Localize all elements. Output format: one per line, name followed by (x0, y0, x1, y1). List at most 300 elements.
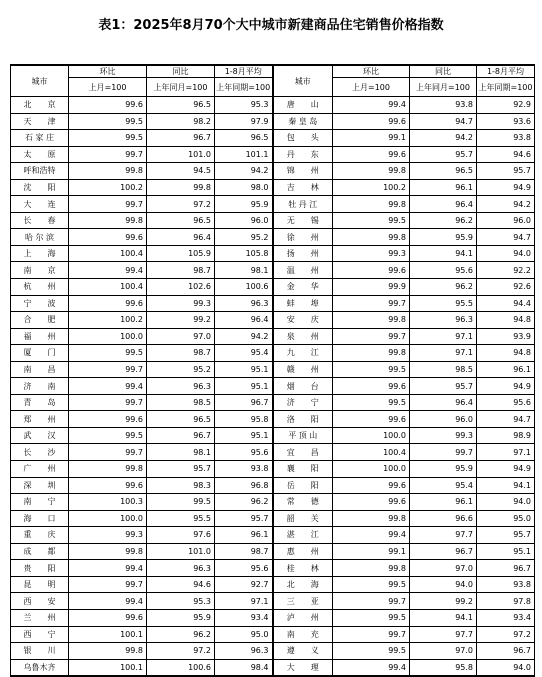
mom-value: 99.5 (333, 212, 410, 229)
avg-value: 94.1 (477, 477, 535, 494)
mom-value: 99.9 (333, 279, 410, 296)
table-row (11, 510, 535, 527)
mom-value: 100.2 (69, 312, 147, 329)
avg-value: 95.2 (215, 229, 273, 246)
table-row (11, 643, 535, 660)
avg-value: 95.7 (477, 527, 535, 544)
avg-value: 94.2 (215, 328, 273, 345)
city-cell: 唐 山 (273, 97, 333, 114)
yoy-value: 97.2 (147, 196, 215, 213)
yoy-value: 98.5 (147, 394, 215, 411)
mom-value: 100.4 (69, 279, 147, 296)
table-row (11, 130, 535, 147)
city-cell: 扬 州 (273, 245, 333, 262)
mom-value: 99.6 (333, 411, 410, 428)
subheader-mom-right: 上月=100 (333, 78, 410, 97)
avg-value: 95.8 (215, 411, 273, 428)
mom-value: 100.4 (69, 245, 147, 262)
mom-value: 99.7 (69, 361, 147, 378)
avg-value: 95.1 (215, 361, 273, 378)
subheader-avg-right: 上年同期=100 (477, 78, 535, 97)
subheader-yoy-left: 上年同月=100 (147, 78, 215, 97)
yoy-value: 93.8 (410, 97, 477, 114)
avg-value: 95.7 (215, 510, 273, 527)
mom-value: 99.4 (333, 659, 410, 676)
city-cell: 长 沙 (11, 444, 69, 461)
mom-value: 99.7 (69, 146, 147, 163)
mom-value: 99.4 (333, 97, 410, 114)
table-row (11, 113, 535, 130)
city-cell: 上 海 (11, 245, 69, 262)
mom-value: 99.5 (333, 643, 410, 660)
yoy-value: 98.3 (147, 477, 215, 494)
avg-value: 95.9 (215, 196, 273, 213)
city-cell: 呼和浩特 (11, 163, 69, 180)
yoy-value: 96.3 (410, 312, 477, 329)
city-cell: 无 锡 (273, 212, 333, 229)
city-cell: 烟 台 (273, 378, 333, 395)
yoy-value: 95.7 (147, 461, 215, 478)
mom-value: 99.5 (333, 576, 410, 593)
city-cell: 三 亚 (273, 593, 333, 610)
header-mom-left: 环比 (69, 65, 147, 78)
mom-value: 99.8 (69, 543, 147, 560)
header-avg-left: 1-8月平均 (215, 65, 273, 78)
avg-value: 94.2 (215, 163, 273, 180)
mom-value: 99.6 (333, 113, 410, 130)
table-row (11, 593, 535, 610)
avg-value: 95.6 (215, 444, 273, 461)
city-cell: 乌鲁木齐 (11, 659, 69, 676)
table-row (11, 494, 535, 511)
yoy-value: 99.8 (147, 179, 215, 196)
city-cell: 常 德 (273, 494, 333, 511)
city-cell: 大 连 (11, 196, 69, 213)
mom-value: 99.6 (69, 609, 147, 626)
avg-value: 94.6 (477, 146, 535, 163)
city-cell: 桂 林 (273, 560, 333, 577)
mom-value: 99.8 (333, 229, 410, 246)
mom-value: 100.1 (69, 626, 147, 643)
city-cell: 长 春 (11, 212, 69, 229)
avg-value: 94.4 (477, 295, 535, 312)
city-cell: 锦 州 (273, 163, 333, 180)
table-row (11, 560, 535, 577)
yoy-value: 98.1 (147, 444, 215, 461)
city-cell: 贵 阳 (11, 560, 69, 577)
mom-value: 99.7 (69, 394, 147, 411)
subheader-yoy-right: 上年同月=100 (410, 78, 477, 97)
city-cell: 南 宁 (11, 494, 69, 511)
city-cell: 兰 州 (11, 609, 69, 626)
yoy-value: 94.7 (410, 113, 477, 130)
city-cell: 深 圳 (11, 477, 69, 494)
yoy-value: 96.2 (410, 279, 477, 296)
avg-value: 98.7 (215, 543, 273, 560)
yoy-value: 94.5 (147, 163, 215, 180)
city-cell: 惠 州 (273, 543, 333, 560)
yoy-value: 101.0 (147, 543, 215, 560)
city-cell: 武 汉 (11, 427, 69, 444)
yoy-value: 96.7 (147, 130, 215, 147)
yoy-value: 96.4 (410, 394, 477, 411)
city-cell: 沈 阳 (11, 179, 69, 196)
avg-value: 98.1 (215, 262, 273, 279)
mom-value: 99.5 (69, 113, 147, 130)
mom-value: 99.4 (69, 262, 147, 279)
mom-value: 100.3 (69, 494, 147, 511)
city-cell: 九 江 (273, 345, 333, 362)
city-cell: 济 南 (11, 378, 69, 395)
mom-value: 100.4 (333, 444, 410, 461)
yoy-value: 98.2 (147, 113, 215, 130)
avg-value: 94.0 (477, 245, 535, 262)
table-row (11, 179, 535, 196)
city-cell: 韶 关 (273, 510, 333, 527)
mom-value: 99.6 (333, 146, 410, 163)
avg-value: 97.1 (215, 593, 273, 610)
avg-value: 93.4 (215, 609, 273, 626)
city-cell: 海 口 (11, 510, 69, 527)
table-row (11, 427, 535, 444)
yoy-value: 99.2 (410, 593, 477, 610)
city-cell: 济 宁 (273, 394, 333, 411)
yoy-value: 98.5 (410, 361, 477, 378)
avg-value: 96.7 (477, 560, 535, 577)
avg-value: 92.6 (477, 279, 535, 296)
city-cell: 蚌 埠 (273, 295, 333, 312)
city-cell: 成 都 (11, 543, 69, 560)
avg-value: 96.2 (215, 494, 273, 511)
table-row (11, 312, 535, 329)
mom-value: 100.1 (69, 659, 147, 676)
yoy-value: 95.8 (410, 659, 477, 676)
yoy-value: 101.0 (147, 146, 215, 163)
mom-value: 99.7 (333, 328, 410, 345)
avg-value: 93.8 (477, 130, 535, 147)
city-cell: 石 家 庄 (11, 130, 69, 147)
yoy-value: 96.7 (147, 427, 215, 444)
city-cell: 重 庆 (11, 527, 69, 544)
yoy-value: 95.2 (147, 361, 215, 378)
yoy-value: 95.9 (147, 609, 215, 626)
city-cell: 包 头 (273, 130, 333, 147)
mom-value: 99.8 (333, 345, 410, 362)
city-cell: 西 安 (11, 593, 69, 610)
mom-value: 99.8 (333, 163, 410, 180)
mom-value: 99.7 (333, 593, 410, 610)
yoy-value: 94.1 (410, 245, 477, 262)
yoy-value: 96.3 (147, 560, 215, 577)
avg-value: 95.6 (477, 394, 535, 411)
yoy-value: 95.7 (410, 378, 477, 395)
yoy-value: 99.3 (147, 295, 215, 312)
yoy-value: 98.7 (147, 262, 215, 279)
yoy-value: 95.5 (410, 295, 477, 312)
table-row (11, 295, 535, 312)
city-cell: 徐 州 (273, 229, 333, 246)
avg-value: 97.9 (215, 113, 273, 130)
avg-value: 95.1 (215, 378, 273, 395)
mom-value: 99.5 (333, 394, 410, 411)
table-row (11, 527, 535, 544)
avg-value: 96.0 (215, 212, 273, 229)
yoy-value: 96.6 (410, 510, 477, 527)
avg-value: 96.4 (215, 312, 273, 329)
header-yoy-right: 同比 (410, 65, 477, 78)
yoy-value: 100.6 (147, 659, 215, 676)
mom-value: 99.8 (333, 196, 410, 213)
city-cell: 银 川 (11, 643, 69, 660)
city-cell: 秦 皇 岛 (273, 113, 333, 130)
yoy-value: 96.7 (410, 543, 477, 560)
yoy-value: 94.1 (410, 609, 477, 626)
yoy-value: 98.7 (147, 345, 215, 362)
city-cell: 泸 州 (273, 609, 333, 626)
table-row (11, 609, 535, 626)
subheader-avg-left: 上年同期=100 (215, 78, 273, 97)
yoy-value: 94.6 (147, 576, 215, 593)
yoy-value: 95.9 (410, 229, 477, 246)
city-cell: 安 庆 (273, 312, 333, 329)
header-avg-right: 1-8月平均 (477, 65, 535, 78)
table-body (11, 97, 535, 677)
city-cell: 广 州 (11, 461, 69, 478)
yoy-value: 99.2 (147, 312, 215, 329)
avg-value: 94.0 (477, 494, 535, 511)
avg-value: 92.7 (215, 576, 273, 593)
city-cell: 宜 昌 (273, 444, 333, 461)
avg-value: 94.7 (477, 229, 535, 246)
mom-value: 99.8 (69, 212, 147, 229)
mom-value: 99.4 (69, 560, 147, 577)
yoy-value: 96.4 (147, 229, 215, 246)
avg-value: 94.9 (477, 461, 535, 478)
yoy-value: 105.9 (147, 245, 215, 262)
yoy-value: 95.5 (147, 510, 215, 527)
avg-value: 94.8 (477, 345, 535, 362)
yoy-value: 97.7 (410, 527, 477, 544)
yoy-value: 95.9 (410, 461, 477, 478)
table-row (11, 345, 535, 362)
city-cell: 西 宁 (11, 626, 69, 643)
header-city-left: 城市 (11, 65, 69, 97)
city-cell: 泉 州 (273, 328, 333, 345)
city-cell: 北 海 (273, 576, 333, 593)
yoy-value: 97.6 (147, 527, 215, 544)
mom-value: 99.4 (333, 527, 410, 544)
yoy-value: 94.0 (410, 576, 477, 593)
yoy-value: 95.6 (410, 262, 477, 279)
avg-value: 92.2 (477, 262, 535, 279)
yoy-value: 96.5 (147, 411, 215, 428)
city-cell: 南 京 (11, 262, 69, 279)
table-row (11, 196, 535, 213)
table-row (11, 576, 535, 593)
table-row (11, 146, 535, 163)
mom-value: 99.3 (333, 245, 410, 262)
city-cell: 郑 州 (11, 411, 69, 428)
avg-value: 97.1 (477, 444, 535, 461)
yoy-value: 96.4 (410, 196, 477, 213)
mom-value: 99.5 (69, 130, 147, 147)
table-row (11, 659, 535, 676)
city-cell: 合 肥 (11, 312, 69, 329)
city-cell: 福 州 (11, 328, 69, 345)
yoy-value: 95.3 (147, 593, 215, 610)
subheader-mom-left: 上月=100 (69, 78, 147, 97)
yoy-value: 96.2 (147, 626, 215, 643)
mom-value: 99.7 (333, 626, 410, 643)
table-row (11, 461, 535, 478)
city-cell: 温 州 (273, 262, 333, 279)
city-cell: 南 充 (273, 626, 333, 643)
table-row (11, 394, 535, 411)
yoy-value: 96.3 (147, 378, 215, 395)
yoy-value: 97.0 (410, 560, 477, 577)
city-cell: 青 岛 (11, 394, 69, 411)
mom-value: 99.4 (69, 378, 147, 395)
avg-value: 95.4 (215, 345, 273, 362)
mom-value: 99.8 (69, 643, 147, 660)
city-cell: 丹 东 (273, 146, 333, 163)
mom-value: 100.0 (333, 461, 410, 478)
table-row (11, 444, 535, 461)
mom-value: 99.7 (69, 196, 147, 213)
yoy-value: 96.5 (147, 97, 215, 114)
yoy-value: 97.7 (410, 626, 477, 643)
avg-value: 93.9 (477, 328, 535, 345)
table-row (11, 163, 535, 180)
city-cell: 杭 州 (11, 279, 69, 296)
avg-value: 96.3 (215, 295, 273, 312)
yoy-value: 96.5 (410, 163, 477, 180)
city-cell: 平 顶 山 (273, 427, 333, 444)
mom-value: 99.1 (333, 130, 410, 147)
yoy-value: 97.1 (410, 345, 477, 362)
yoy-value: 97.0 (410, 643, 477, 660)
city-cell: 襄 阳 (273, 461, 333, 478)
avg-value: 101.1 (215, 146, 273, 163)
table-row (11, 97, 535, 114)
mom-value: 99.7 (69, 444, 147, 461)
city-cell: 牡 丹 江 (273, 196, 333, 213)
yoy-value: 96.2 (410, 212, 477, 229)
avg-value: 96.7 (215, 394, 273, 411)
mom-value: 99.8 (333, 510, 410, 527)
city-cell: 昆 明 (11, 576, 69, 593)
avg-value: 94.2 (477, 196, 535, 213)
header-mom-right: 环比 (333, 65, 410, 78)
mom-value: 99.7 (333, 295, 410, 312)
mom-value: 100.2 (333, 179, 410, 196)
yoy-value: 97.1 (410, 328, 477, 345)
avg-value: 96.7 (477, 643, 535, 660)
avg-value: 96.8 (215, 477, 273, 494)
table-row (11, 411, 535, 428)
avg-value: 93.8 (477, 576, 535, 593)
yoy-value: 97.0 (147, 328, 215, 345)
mom-value: 99.5 (333, 609, 410, 626)
yoy-value: 96.5 (147, 212, 215, 229)
city-cell: 洛 阳 (273, 411, 333, 428)
city-cell: 哈 尔 滨 (11, 229, 69, 246)
avg-value: 93.8 (215, 461, 273, 478)
table-row (11, 229, 535, 246)
city-cell: 吉 林 (273, 179, 333, 196)
avg-value: 95.1 (215, 427, 273, 444)
mom-value: 99.6 (333, 378, 410, 395)
city-cell: 厦 门 (11, 345, 69, 362)
mom-value: 99.5 (333, 361, 410, 378)
table-title: 表1：2025年8月70个大中城市新建商品住宅销售价格指数 (98, 18, 444, 33)
mom-value: 99.1 (333, 543, 410, 560)
avg-value: 94.9 (477, 179, 535, 196)
yoy-value: 94.2 (410, 130, 477, 147)
avg-value: 100.6 (215, 279, 273, 296)
avg-value: 96.3 (215, 643, 273, 660)
table-row (11, 262, 535, 279)
avg-value: 94.9 (477, 378, 535, 395)
mom-value: 99.6 (333, 494, 410, 511)
table-row (11, 245, 535, 262)
mom-value: 99.8 (333, 560, 410, 577)
city-cell: 宁 波 (11, 295, 69, 312)
table-row (11, 477, 535, 494)
avg-value: 96.0 (477, 212, 535, 229)
yoy-value: 102.6 (147, 279, 215, 296)
city-cell: 湛 江 (273, 527, 333, 544)
table-row (11, 378, 535, 395)
avg-value: 97.2 (477, 626, 535, 643)
table-row (11, 212, 535, 229)
city-cell: 太 原 (11, 146, 69, 163)
avg-value: 95.0 (477, 510, 535, 527)
header-city-right: 城市 (273, 65, 333, 97)
avg-value: 94.8 (477, 312, 535, 329)
city-cell: 赣 州 (273, 361, 333, 378)
yoy-value: 96.1 (410, 179, 477, 196)
mom-value: 100.0 (333, 427, 410, 444)
mom-value: 100.0 (69, 328, 147, 345)
avg-value: 95.1 (477, 543, 535, 560)
table-row (11, 361, 535, 378)
avg-value: 92.9 (477, 97, 535, 114)
mom-value: 99.6 (333, 262, 410, 279)
mom-value: 99.8 (333, 312, 410, 329)
yoy-value: 99.5 (147, 494, 215, 511)
mom-value: 99.3 (69, 527, 147, 544)
mom-value: 99.6 (69, 477, 147, 494)
header-yoy-left: 同比 (147, 65, 215, 78)
city-cell: 大 理 (273, 659, 333, 676)
mom-value: 99.6 (69, 411, 147, 428)
avg-value: 96.1 (215, 527, 273, 544)
mom-value: 99.5 (69, 427, 147, 444)
mom-value: 99.6 (69, 229, 147, 246)
mom-value: 99.7 (69, 576, 147, 593)
yoy-value: 95.4 (410, 477, 477, 494)
table-row (11, 543, 535, 560)
city-cell: 南 昌 (11, 361, 69, 378)
avg-value: 93.4 (477, 609, 535, 626)
avg-value: 98.9 (477, 427, 535, 444)
mom-value: 100.0 (69, 510, 147, 527)
avg-value: 95.7 (477, 163, 535, 180)
city-cell: 遵 义 (273, 643, 333, 660)
yoy-value: 99.3 (410, 427, 477, 444)
avg-value: 97.8 (477, 593, 535, 610)
